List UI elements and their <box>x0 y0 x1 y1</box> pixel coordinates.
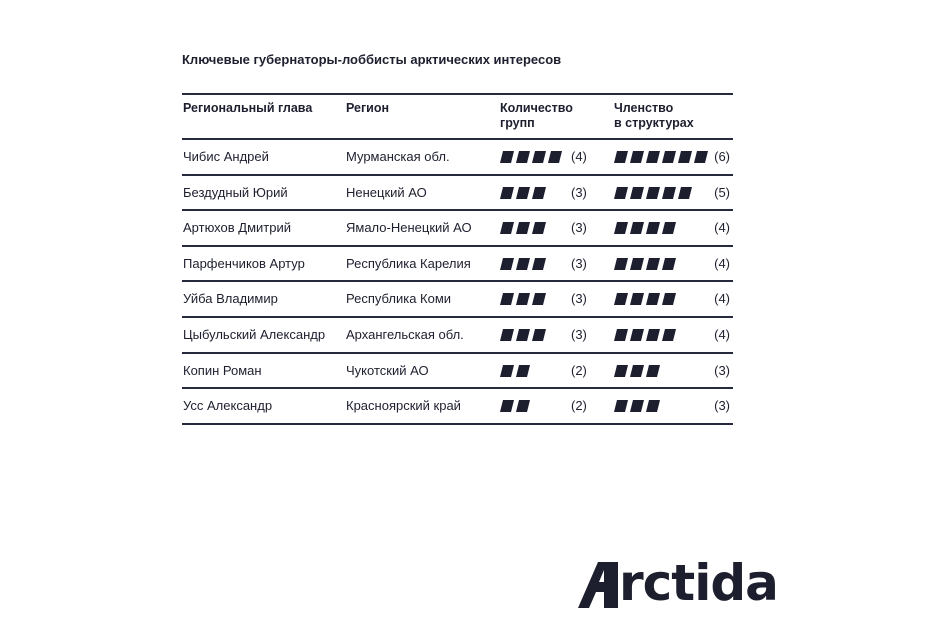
membership-marks <box>614 400 660 412</box>
groups-mark-icon <box>548 151 562 163</box>
groups-mark-icon <box>500 400 514 412</box>
groups-mark-icon <box>500 293 514 305</box>
membership-mark-icon <box>646 400 660 412</box>
governor-name: Чибис Андрей <box>183 149 269 164</box>
membership-mark-icon <box>646 365 660 377</box>
groups-mark-icon <box>532 293 546 305</box>
groups-mark-icon <box>516 222 530 234</box>
region-name: Архангельская обл. <box>346 326 464 342</box>
groups-marks <box>500 400 530 412</box>
groups-count: (3) <box>571 291 587 307</box>
groups-mark-icon <box>516 293 530 305</box>
membership-mark-icon <box>630 187 644 199</box>
membership-mark-icon <box>614 329 628 341</box>
membership-mark-icon <box>614 365 628 377</box>
membership-mark-icon <box>678 151 692 163</box>
header-membership: Членство в структурах <box>614 101 694 130</box>
region-name: Мурманская обл. <box>346 149 450 164</box>
groups-marks <box>500 329 546 341</box>
membership-marks <box>614 293 676 305</box>
region-name: Красноярский край <box>346 398 461 414</box>
region-name: Чукотский АО <box>346 362 429 378</box>
groups-mark-icon <box>516 187 530 199</box>
membership-count: (3) <box>714 398 730 414</box>
governor-name: Уйба Владимир <box>183 291 278 307</box>
membership-mark-icon <box>630 293 644 305</box>
groups-marks <box>500 365 530 377</box>
membership-marks <box>614 222 676 234</box>
groups-mark-icon <box>532 329 546 341</box>
groups-mark-icon <box>532 187 546 199</box>
governor-name: Цыбульский Александр <box>183 326 326 342</box>
groups-marks <box>500 222 546 234</box>
table-row <box>182 282 733 318</box>
page-title: Ключевые губернаторы-лоббисты арктических интересов <box>182 52 562 67</box>
membership-marks <box>614 365 660 377</box>
membership-mark-icon <box>614 400 628 412</box>
groups-mark-icon <box>532 258 546 270</box>
membership-mark-icon <box>646 293 660 305</box>
groups-marks <box>500 187 546 199</box>
groups-count: (3) <box>571 255 587 271</box>
groups-count: (3) <box>571 326 587 342</box>
membership-marks <box>614 258 676 270</box>
table-body <box>182 140 733 425</box>
membership-mark-icon <box>630 151 644 163</box>
membership-mark-icon <box>630 222 644 234</box>
groups-count: (3) <box>571 220 587 236</box>
membership-mark-icon <box>630 365 644 377</box>
groups-mark-icon <box>532 222 546 234</box>
membership-mark-icon <box>646 222 660 234</box>
arctida-logo <box>574 552 778 612</box>
membership-mark-icon <box>614 293 628 305</box>
groups-marks <box>500 293 546 305</box>
membership-mark-icon <box>646 151 660 163</box>
membership-mark-icon <box>646 258 660 270</box>
table-row <box>182 318 733 354</box>
membership-count: (3) <box>714 362 730 378</box>
membership-mark-icon <box>646 329 660 341</box>
membership-mark-icon <box>646 187 660 199</box>
membership-mark-icon <box>662 329 676 341</box>
governor-name: Усс Александр <box>183 398 273 414</box>
membership-mark-icon <box>662 187 676 199</box>
governor-name: Бездудный Юрий <box>183 184 288 200</box>
table-row <box>182 176 733 212</box>
governor-name: Копин Роман <box>183 362 262 378</box>
table-row <box>182 354 733 390</box>
membership-mark-icon <box>614 258 628 270</box>
membership-count: (6) <box>714 149 730 164</box>
groups-mark-icon <box>532 151 546 163</box>
membership-count: (4) <box>714 291 730 307</box>
membership-mark-icon <box>662 293 676 305</box>
groups-count: (3) <box>571 184 587 200</box>
membership-mark-icon <box>662 258 676 270</box>
groups-mark-icon <box>516 151 530 163</box>
table-row <box>182 247 733 283</box>
groups-mark-icon <box>500 187 514 199</box>
membership-mark-icon <box>614 222 628 234</box>
membership-mark-icon <box>630 400 644 412</box>
region-name: Республика Коми <box>346 291 452 307</box>
membership-count: (5) <box>714 184 730 200</box>
logo-text: rctida <box>619 554 778 612</box>
membership-count: (4) <box>714 220 730 236</box>
governor-name: Артюхов Дмитрий <box>183 220 291 236</box>
groups-mark-icon <box>516 258 530 270</box>
membership-mark-icon <box>614 151 628 163</box>
groups-mark-icon <box>500 329 514 341</box>
groups-mark-icon <box>500 151 514 163</box>
groups-marks <box>500 258 546 270</box>
groups-mark-icon <box>500 258 514 270</box>
groups-mark-icon <box>516 329 530 341</box>
header-name: Региональный глава <box>183 101 313 115</box>
table-row <box>182 140 733 176</box>
groups-count: (4) <box>571 149 587 164</box>
groups-count: (2) <box>571 398 587 414</box>
membership-marks <box>614 151 708 163</box>
table-row <box>182 211 733 247</box>
groups-mark-icon <box>516 400 530 412</box>
membership-mark-icon <box>662 222 676 234</box>
region-name: Республика Карелия <box>346 255 471 271</box>
header-region: Регион <box>346 101 390 115</box>
membership-mark-icon <box>694 151 708 163</box>
table-row <box>182 389 733 425</box>
membership-mark-icon <box>630 329 644 341</box>
membership-count: (4) <box>714 326 730 342</box>
membership-marks <box>614 329 676 341</box>
region-name: Ямало-Ненецкий АО <box>346 220 472 236</box>
membership-count: (4) <box>714 255 730 271</box>
table-header <box>182 95 733 140</box>
groups-mark-icon <box>516 365 530 377</box>
membership-marks <box>614 187 692 199</box>
governors-table <box>182 93 733 425</box>
groups-marks <box>500 151 562 163</box>
membership-mark-icon <box>662 151 676 163</box>
membership-mark-icon <box>678 187 692 199</box>
header-groups: Количество групп <box>500 101 573 130</box>
membership-mark-icon <box>614 187 628 199</box>
region-name: Ненецкий АО <box>346 184 427 200</box>
arctida-a-logo-icon <box>574 558 622 608</box>
groups-mark-icon <box>500 365 514 377</box>
groups-count: (2) <box>571 362 587 378</box>
groups-mark-icon <box>500 222 514 234</box>
membership-mark-icon <box>630 258 644 270</box>
governor-name: Парфенчиков Артур <box>183 255 305 271</box>
